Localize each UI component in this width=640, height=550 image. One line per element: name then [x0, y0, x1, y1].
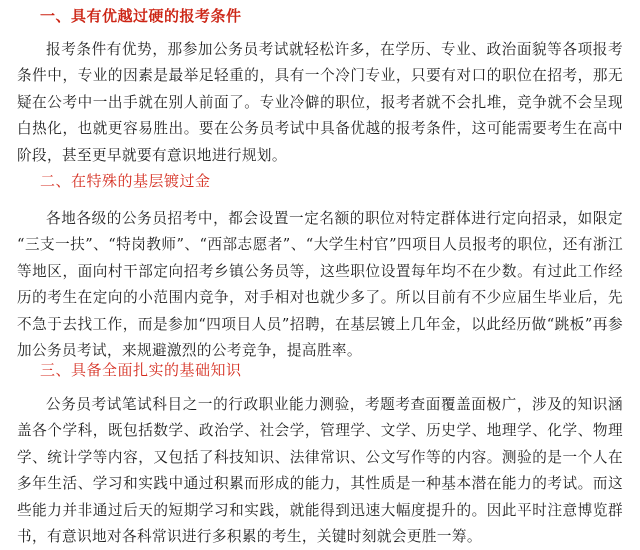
- section-paragraph-2: 各地各级的公务员招考中，都会设置一定名额的职位对特定群体进行定向招录，如限定 “三支一扶”、“特岗教师”、“西部志愿者”、“大学生村官”四项目人员报考的职位，还有浙江等地区，面向村干部定向招考乡镇公务员等，这些职位设置每年均不在少数。有过此工作经历的考生在定向的小范围内竞争，对手相对也就少多了。所以目前有不少应届生毕业后，先不急于去找工作，而是参加“四项目人员”招聘，在基层镀上几年金，以此经历做“跳板”再参加公务员考试，来规避激烈的公考竞争，提高胜率。: [17, 210, 623, 360]
- section-heading-1: 一、具有优越过硬的报考条件: [40, 7, 242, 25]
- section-paragraph-1: 报考条件有优势，那参加公务员考试就轻松许多，在学历、专业、政治面貌等各项报考条件中，专业的因素是最举足轻重的，具有一个冷门专业，只要有对口的职位在招考，那无疑在公考中一出手就在别人前面了。专业冷僻的职位，报考者就不会扎堆，竞争就不会呈现白热化，也就更容易胜出。要在公务员考试中具备优越的报考条件，这可能需要考生在高中阶段，甚至更早就要有意识地进行规划。: [17, 41, 623, 164]
- section-heading-2: 二、在特殊的基层镀过金: [40, 172, 211, 190]
- section-paragraph-3: 公务员考试笔试科目之一的行政职业能力测验，考题考查面覆盖面极广，涉及的知识涵盖各个学科，既包括数学、政治学、社会学，管理学、文学、历史学、地理学、化学、物理学、统计学等内容，又包括了科技知识、法律常识、公文写作等的内容。测验的是一个人在多年生活、学习和实践中通过积累而形成的能力，其性质是一种基本潜在能力的考试。而这些能力并非通过后天的短期学习和实践，就能得到迅速大幅度提升的。因此平时注意博览群书，有意识地对各科常识进行多积累的考生，关键时刻就会更胜一筹。: [17, 396, 623, 546]
- section-heading-3: 三、具备全面扎实的基础知识: [40, 361, 242, 379]
